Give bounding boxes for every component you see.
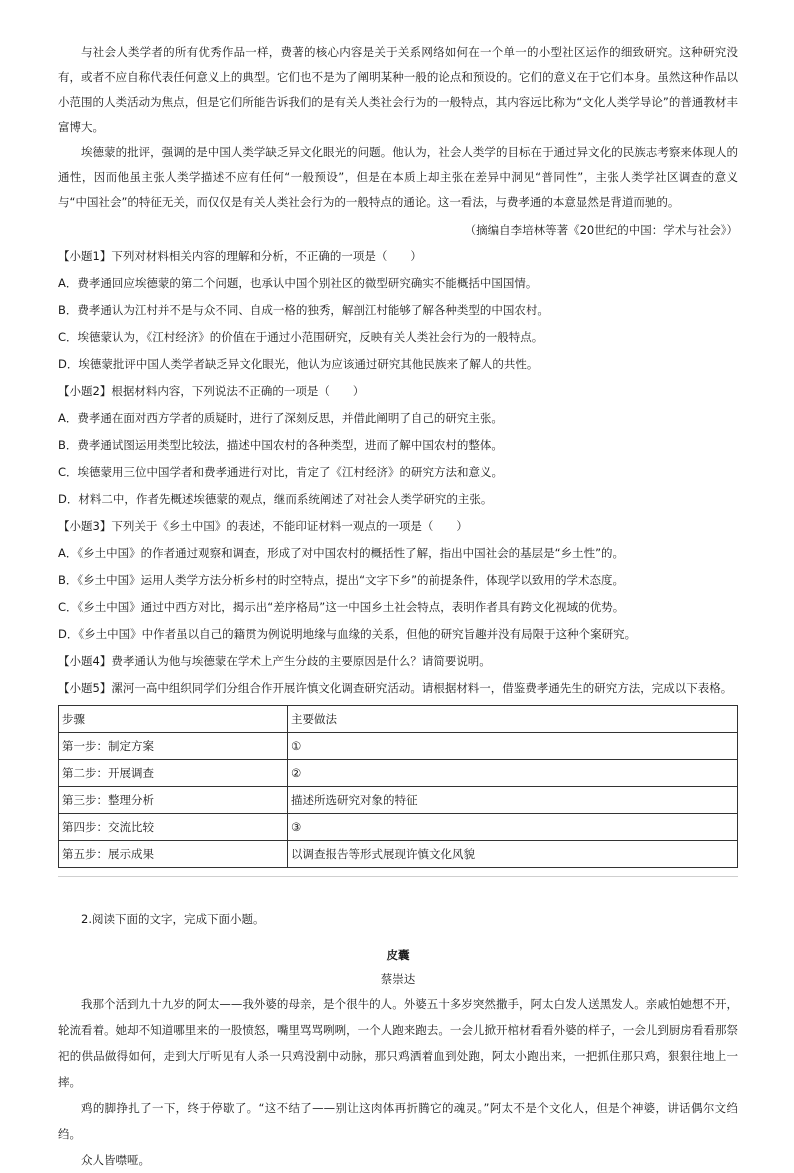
question-stem: 【小题3】下列关于《乡土中国》的表述，不能印证材料一观点的一项是（ ） <box>58 519 468 533</box>
question-option: C．《乡土中国》通过中西方对比，揭示出“差序格局”这一中国乡土社会特点，表明作者具有跨文化视域的优势。 <box>58 600 625 614</box>
story-paragraph: 我那个活到九十九岁的阿太——我外婆的母亲，是个很牛的人。外婆五十多岁突然撒手，阿太白发人送黑发人。亲戚怕她想不开，轮流看着。她却不知道哪里来的一股愤怒，嘴里骂骂咧咧，一个人跑来跑去。一会儿掀开棺材看看外婆的样子，一会儿到厨房看看那祭祀的供品做得如何，走到大厅听见有人杀一只鸡没割中动脉，那只鸡洒着血到处跑，阿太小跑出来，一把抓住那只鸡，狠狠往地上一摔。 <box>58 996 738 1089</box>
table-cell-method: ② <box>288 760 738 787</box>
table-row <box>59 814 738 841</box>
table-cell-method: ③ <box>288 814 738 841</box>
question-option: B．费孝通试图运用类型比较法，描述中国农村的各种类型，进而了解中国农村的整体。 <box>58 438 503 452</box>
passage1-source: （摘编自李培林等著《20世纪的中国：学术与社会》） <box>464 223 738 237</box>
table-header-cell: 主要做法 <box>288 706 738 733</box>
question-option: D．《乡土中国》中作者虽以自己的籍贯为例说明地缘与血缘的关系，但他的研究旨趣并没有局限于这种个案研究。 <box>58 627 637 641</box>
question-option: B．费孝通认为江村并不是与众不同、自成一格的独秀，解剖江村能够了解各种类型的中国农村。 <box>58 303 549 317</box>
table-cell-method: 以调查报告等形式展现许慎文化风貌 <box>288 841 738 868</box>
question-option: D．埃德蒙批评中国人类学者缺乏异文化眼光，他认为应该通过研究其他民族来了解人的共性。 <box>58 357 539 371</box>
story-paragraph: 鸡的脚挣扎了一下，终于停歇了。“这不结了——别让这肉体再折腾它的魂灵。”阿太不是个文化人，但是个神婆，讲话偶尔文绉绉。 <box>58 1100 738 1141</box>
table-cell-step: 第四步：交流比较 <box>59 814 288 841</box>
table-row <box>59 841 738 868</box>
table-header-cell: 步骤 <box>59 706 288 733</box>
story-author: 蔡崇达 <box>380 971 416 986</box>
section-divider <box>58 876 738 877</box>
question-stem: 【小题1】下列对材料相关内容的理解和分析，不正确的一项是（ ） <box>58 249 422 263</box>
section2-instruction: 2.阅读下面的文字，完成下面小题。 <box>81 912 265 926</box>
passage1-paragraph: 埃德蒙的批评，强调的是中国人类学缺乏异文化眼光的问题。他认为，社会人类学的目标在于通过异文化的民族志考察来体现人的通性，因而他虽主张人类学描述不应有任何“一般预设”，但是在本质上却主张在差异中洞见“普同性”，主张人类学社区调查的意义与“中国社会”的特征无关，而仅仅是有关人类社会行为的一般特点的通论。这一看法，与费孝通的本意显然是背道而驰的。 <box>58 145 738 209</box>
table-row <box>59 760 738 787</box>
table-cell-step: 第五步：展示成果 <box>59 841 288 868</box>
question-option: A．费孝通回应埃德蒙的第二个问题，也承认中国个别社区的微型研究确实不能概括中国国情。 <box>58 276 538 290</box>
question-option: C．埃德蒙认为，《江村经济》的价值在于通过小范围研究，反映有关人类社会行为的一般特点。 <box>58 330 544 344</box>
table-cell-step: 第二步：开展调查 <box>59 760 288 787</box>
question-stem: 【小题2】根据材料内容，下列说法不正确的一项是（ ） <box>58 384 365 398</box>
passage1-paragraph: 与社会人类学者的所有优秀作品一样，费著的核心内容是关于关系网络如何在一个单一的小型社区运作的细致研究。这种研究没有，或者不应自称代表任何意义上的典型。它们也不是为了阐明某种一般的论点和预设的。它们的意义在于它们本身。虽然这种作品以小范围的人类活动为焦点，但是它们所能告诉我们的是有关人类社会行为的一般特点，其内容远比称为“文化人类学导论”的普通教材丰富博大。 <box>58 45 738 134</box>
steps-table <box>58 705 738 868</box>
document-page <box>58 40 738 1173</box>
table-row <box>59 787 738 814</box>
question-2 <box>58 378 738 513</box>
table-cell-step: 第三步：整理分析 <box>59 787 288 814</box>
table-cell-method: 描述所选研究对象的特征 <box>288 787 738 814</box>
question-3 <box>58 513 738 648</box>
question-option: B．《乡土中国》运用人类学方法分析乡村的时空特点，提出“文字下乡”的前提条件，体现学以致用的学术态度。 <box>58 573 625 587</box>
story-title: 皮囊 <box>386 947 410 962</box>
question-option: D．材料二中，作者先概述埃德蒙的观点，继而系统阐述了对社会人类学研究的主张。 <box>58 492 493 506</box>
question-4-stem: 【小题4】费孝通认为他与埃德蒙在学术上产生分歧的主要原因是什么？请简要说明。 <box>58 654 491 668</box>
table-row <box>59 733 738 760</box>
question-option: A．费孝通在面对西方学者的质疑时，进行了深刻反思，并借此阐明了自己的研究主张。 <box>58 411 503 425</box>
table-cell-method: ① <box>288 733 738 760</box>
question-1 <box>58 243 738 378</box>
table-header-row <box>59 706 738 733</box>
question-5-stem: 【小题5】漯河一高中组织同学们分组合作开展许慎文化调查研究活动。请根据材料一，借鉴费孝通先生的研究方法，完成以下表格。 <box>58 681 733 695</box>
table-cell-step: 第一步：制定方案 <box>59 733 288 760</box>
story-paragraph: 众人皆噤哑。 <box>81 1152 150 1167</box>
question-option: C．埃德蒙用三位中国学者和费孝通进行对比，肯定了《江村经济》的研究方法和意义。 <box>58 465 504 479</box>
question-option: A．《乡土中国》的作者通过观察和调查，形成了对中国农村的概括性了解，指出中国社会的基层是“乡土性”的。 <box>58 546 625 560</box>
